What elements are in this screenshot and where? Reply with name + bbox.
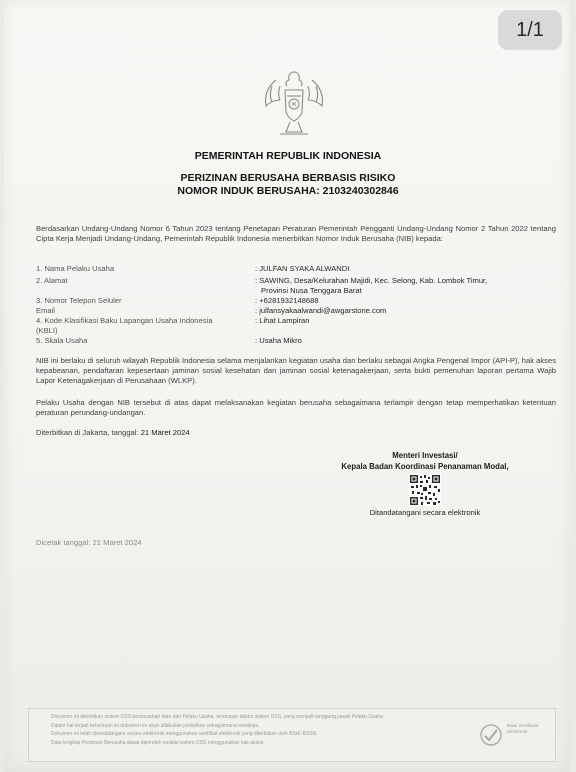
footer-note: 1. Dokumen ini diterbitkan sistem OSS berdasarkan data dari Pelaku Usaha, tersimpan dalam sistem OSS, yang menjadi tanggung jawab Pelaku Usaha. [51,713,481,722]
field-label: 2. Alamat [36,276,68,285]
field-label: 3. Nomor Telepon Seluler [36,296,122,305]
footer-note: 2. Dalam hal terjadi kekeliruan isi dokumen ini akan dilakukan perbaikan sebagaimana mestinya. [51,722,481,731]
field-label: 1. Nama Pelaku Usaha [36,264,115,273]
issued-date: 21 Maret 2024 [140,428,190,437]
field-value: : JULFAN SYAKA ALWANDI [255,264,350,273]
business-paragraph: Pelaku Usaha dengan NIB tersebut di atas dapat melaksanakan kegiatan berusaha sebagaimana terlampir dengan tetap memperhatikan ketentuan peraturan perundang-undangan. [36,398,556,417]
footer-note: 4. Data lengkap Perizinan Berusaha dapat diperoleh melalui sistem OSS menggunakan hak akses. [51,739,481,748]
intro-paragraph: Berdasarkan Undang-Undang Nomor 6 Tahun 2023 tentang Penetapan Peraturan Pemerintah Pengganti Undang-Undang Nomor 2 Tahun 2022 tentang Cipta Kerja Menjadi Undang-Undang, Pemerintah Republik Indonesia menerbitkan Nomor Induk Berusaha (NIB) kepada: [36,224,556,243]
electronic-signature-note: Ditandatangani secara elektronik [369,508,481,517]
validity-paragraph: NIB ini berlaku di seluruh wilayah Republik Indonesia selama menjalankan kegiatan usaha dan berlaku sebagai Angka Pengenal Impor (API-P), hak akses kepabeanan, pendaftaran kepesertaan jaminan sosial kesehatan dan jaminan sosial ketenagakerjaan, serta bukti pemenuhan laporan pertama Wajib Lapor Ketenagakerjaan di Perusahaan (WLKP). [36,356,556,385]
field-value: : Usaha Mikro [255,336,302,345]
qr-code-icon[interactable] [409,474,441,506]
document-title: PERIZINAN BERUSAHA BERBASIS RISIKO [180,172,396,184]
footer-note: 3. Dokumen ini telah ditandatangani secara elektronik menggunakan sertifikat elektronik yang diterbitkan oleh BSrE-BSSN. [51,730,481,739]
signatory-title: Menteri Investasi/ [392,451,458,460]
field-value: : SAWING, Desa/Kelurahan Majidi, Kec. Selong, Kab. Lombok Timur, [255,276,488,285]
field-value: : Lihat Lampiran [255,316,310,325]
page-counter: 1/1 [498,10,562,50]
field-label: 5. Skala Usaha [36,336,88,345]
field-label: 4. Kode Klasifikasi Baku Lapangan Usaha Indonesia [36,316,213,325]
signatory-agency: Kepala Badan Koordinasi Penanaman Modal, [341,462,509,471]
field-value: : julfansyakaalwandi@awgarstone.com [255,306,387,315]
issued-line [36,428,190,437]
garuda-emblem-icon [254,62,334,142]
bsre-logo-icon [479,723,503,747]
field-label: Email [36,306,55,315]
government-heading: PEMERINTAH REPUBLIK INDONESIA [194,150,382,162]
field-value-cont: Provinsi Nusa Tenggara Barat [261,286,362,295]
printed-date: Dicetak tanggal: 21 Maret 2024 [36,538,142,547]
footer-notes-list [29,709,481,747]
footer-notes-box [28,708,556,762]
bsre-logo-text: Balai Sertifikasi Elektronik [507,723,539,734]
field-value: : +6281932148688 [255,296,319,305]
nib-number: NOMOR INDUK BERUSAHA: 2103240302846 [177,185,399,197]
issued-prefix: Diterbitkan di Jakarta, tanggal: [36,428,141,437]
field-label-cont: (KBLI) [36,326,58,335]
